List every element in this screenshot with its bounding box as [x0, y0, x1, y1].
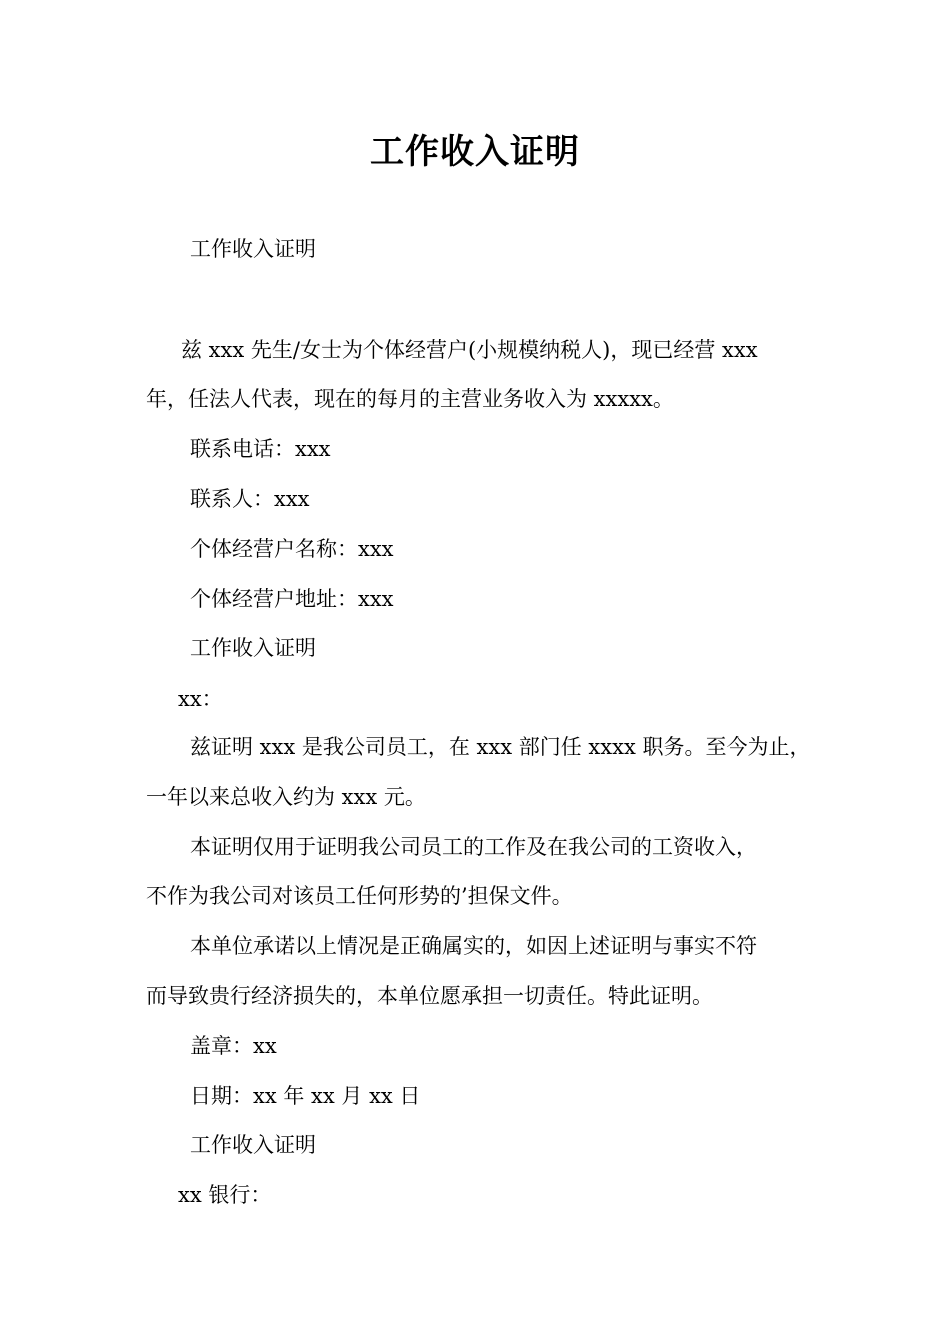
paragraph-line: 本证明仅用于证明我公司员工的工作及在我公司的工资收入，: [190, 835, 757, 859]
seal-line: 盖章：xx: [190, 1034, 277, 1058]
section-heading: 工作收入证明: [190, 1133, 316, 1157]
contact-person: 联系人：xxx: [190, 487, 310, 511]
paragraph-line: 不作为我公司对该员工任何形势的’担保文件。: [146, 884, 573, 908]
business-name: 个体经营户名称：xxx: [190, 537, 394, 561]
date-line: 日期：xx 年 xx 月 xx 日: [190, 1084, 421, 1108]
paragraph-line: 兹 xxx 先生/女士为个体经营户(小规模纳税人)，现已经营 xxx: [181, 338, 758, 362]
salutation: xx 银行：: [178, 1183, 272, 1207]
section-heading: 工作收入证明: [190, 237, 316, 261]
document-title: 工作收入证明: [370, 132, 580, 172]
section-heading: 工作收入证明: [190, 636, 316, 660]
contact-phone: 联系电话：xxx: [190, 437, 331, 461]
paragraph-line: 兹证明 xxx 是我公司员工，在 xxx 部门任 xxxx 职务。至今为止，: [190, 735, 811, 759]
business-address: 个体经营户地址：xxx: [190, 587, 394, 611]
paragraph-line: 而导致贵行经济损失的，本单位愿承担一切责任。特此证明。: [146, 984, 713, 1008]
paragraph-line: 一年以来总收入约为 xxx 元。: [146, 785, 426, 809]
paragraph-line: 年，任法人代表，现在的每月的主营业务收入为 xxxxx。: [146, 387, 674, 411]
paragraph-line: 本单位承诺以上情况是正确属实的，如因上述证明与事实不符: [190, 934, 757, 958]
salutation: xx：: [178, 687, 223, 711]
